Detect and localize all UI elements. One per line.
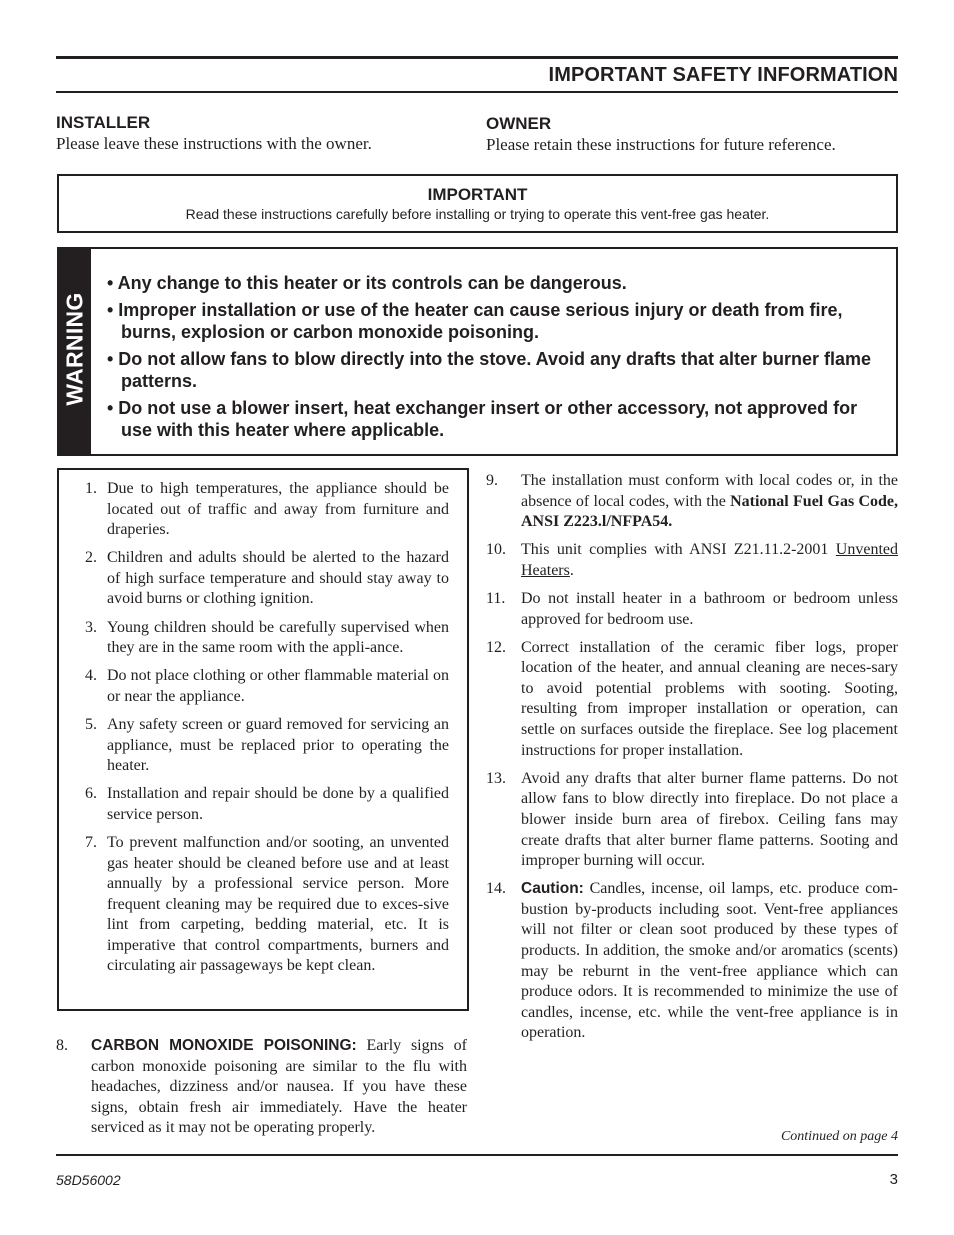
- item-text: Correct installation of the ceramic fiber logs, proper location of the heater, and annual cleaning are neces-sary to avoid potential problems with sooting. Sooting, resulting from improper installation or operation, can settle on surfaces outside the fireplace. See log placement instructions for proper installation.: [521, 638, 898, 759]
- warning-item: • Do not use a blower insert, heat exchanger insert or other accessory, not approved for use with this heater where applicable.: [107, 398, 858, 440]
- top-rule: [56, 56, 898, 59]
- item-text: This unit complies with ANSI Z21.11.2-2001: [521, 541, 836, 559]
- item-emphasis: National Fuel Gas Code, ANSI Z223.l/NFPA54.: [521, 492, 898, 531]
- page-number: 3: [889, 1171, 898, 1188]
- item-text: Do not place clothing or other flammable material on or near the appliance.: [107, 667, 449, 705]
- important-box: [57, 174, 898, 233]
- installer-text: Please leave these instructions with the owner.: [56, 134, 372, 153]
- list-item: [486, 769, 898, 872]
- item-text: Young children should be carefully supervised when they are in the same room with the appli-ance.: [107, 618, 449, 657]
- warning-box: [57, 247, 898, 456]
- item-caption: CARBON MONOXIDE POISONING:: [91, 1037, 357, 1054]
- important-text: Read these instructions carefully before installing or trying to operate this vent-free gas heater.: [185, 206, 770, 222]
- list-item: [85, 548, 449, 610]
- important-title: IMPORTANT: [427, 185, 528, 204]
- list-item: [486, 638, 898, 762]
- item-number: 1.: [85, 480, 97, 497]
- item-underline: Unvented Heaters: [521, 541, 898, 579]
- item-number: 10.: [486, 541, 506, 559]
- item-number: 2.: [85, 549, 97, 567]
- item-text: Installation and repair should be done by a qualified service person.: [107, 785, 449, 823]
- footer-rule: [56, 1154, 898, 1156]
- item-number: 14.: [486, 880, 506, 898]
- item-number: 8.: [56, 1037, 68, 1054]
- warning-label: WARNING: [61, 292, 88, 406]
- carbon-monoxide-list: [56, 1036, 467, 1146]
- document-number: 58D56002: [56, 1172, 121, 1188]
- item-number: 7.: [85, 833, 97, 851]
- list-item: [56, 1036, 467, 1139]
- list-item: [486, 540, 898, 581]
- list-item: [85, 833, 449, 977]
- item-text: The installation must conform with local codes or, in the absence of local codes, with the: [521, 472, 898, 510]
- item-text: Due to high temperatures, the appliance should be located out of traffic and away from furniture and draperies.: [107, 480, 449, 539]
- warning-list: [107, 272, 887, 446]
- list-item: [85, 666, 449, 707]
- item-number: 5.: [85, 715, 97, 733]
- item-text: Early signs of carbon monoxide poisoning are similar to the flu with headaches, dizziness and/or nausea. If you have these signs, obtain fresh air immediately. Have the heater serviced as it may not be operating properly.: [91, 1037, 467, 1137]
- item-text-end: .: [569, 561, 574, 579]
- warning-band: [59, 249, 91, 454]
- item-text: Candles, incense, oil lamps, etc. produce com-bustion by-products including soot. Vent-free appliances will not filter or clean soot produced by these types of products. In addition, the smoke and/or aromatics (scents) may be reburnt in the vent-free appliance which can produce odors. It is recommended to minimize the use of candles, incense, etc. while the vent-free appliance is in operation.: [521, 880, 898, 1042]
- continued-note: Continued on page 4: [780, 1129, 898, 1144]
- list-item: [486, 879, 898, 1044]
- item-text: Avoid any drafts that alter burner flame patterns. Do not allow fans to blow directly into fireplace. Do not place a blower inside burn area of firebox. Ceiling fans may create drafts that alter burner flame patterns. Sooting and improper burning will occur.: [521, 769, 898, 870]
- right-column-list: [486, 471, 898, 1051]
- owner-heading: OWNER: [486, 114, 552, 133]
- header-rule: [56, 91, 898, 93]
- item-number: 13.: [486, 769, 506, 787]
- list-item: [85, 618, 449, 659]
- item-caption: Caution:: [521, 880, 584, 898]
- item-text: To prevent malfunction and/or sooting, an unvented gas heater should be cleaned before use and at least annually by a professional service person. More frequent cleaning may be required due to exces-sive lint from carpeting, bedding material, etc. It is imperative that control compartments, burners and circulating air passageways be kept clean.: [107, 833, 449, 975]
- list-item: [85, 784, 449, 825]
- item-text: Any safety screen or guard removed for servicing an appliance, must be replaced prior to operating the heater.: [107, 715, 449, 775]
- list-item: [486, 471, 898, 533]
- warning-item: • Improper installation or use of the heater can cause serious injury or death from fire, burns, explosion or carbon monoxide poisoning.: [107, 300, 843, 342]
- owner-text: Please retain these instructions for future reference.: [486, 135, 836, 154]
- list-item: [486, 589, 898, 630]
- list-item: [85, 715, 449, 777]
- list-item: [85, 479, 449, 541]
- page-title: IMPORTANT SAFETY INFORMATION: [548, 64, 898, 86]
- item-number: 4.: [85, 667, 97, 685]
- warning-item: • Any change to this heater or its controls can be dangerous.: [107, 273, 627, 293]
- item-text: Children and adults should be alerted to the hazard of high surface temperature and should stay away to avoid burns or clothing ignition.: [107, 549, 449, 608]
- item-number: 6.: [85, 785, 97, 803]
- warning-item: • Do not allow fans to blow directly into the stove. Avoid any drafts that alter burner flame patterns.: [107, 349, 872, 391]
- safety-list-box: [57, 468, 469, 1011]
- item-number: 3.: [85, 618, 97, 636]
- item-number: 12.: [486, 638, 506, 656]
- safety-list: [85, 479, 449, 985]
- item-number: 11.: [486, 589, 506, 607]
- item-number: 9.: [486, 472, 498, 489]
- installer-heading: INSTALLER: [56, 113, 151, 132]
- item-text: Do not install heater in a bathroom or bedroom unless approved for bedroom use.: [521, 589, 898, 628]
